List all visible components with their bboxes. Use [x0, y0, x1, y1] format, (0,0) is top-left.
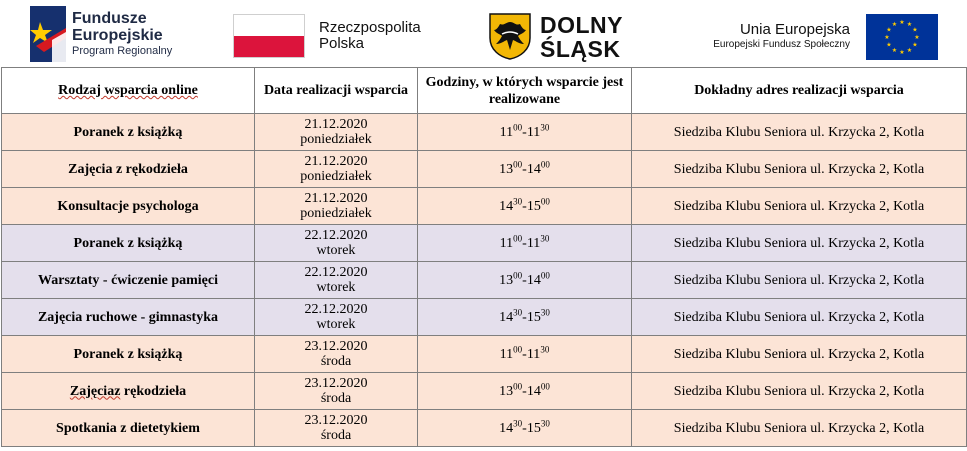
support-schedule-table	[1, 67, 967, 447]
date-value: 23.12.2020	[304, 413, 368, 428]
start-hour: 11	[499, 235, 514, 251]
weekday-value: poniedziałek	[300, 206, 372, 221]
address-cell: Siedziba Klubu Seniora ul. Krzycka 2, Kotla	[632, 114, 967, 151]
fe-line2: Europejskie	[72, 27, 163, 44]
support-type-cell	[2, 188, 255, 225]
svg-text:★: ★	[886, 41, 892, 49]
support-type-label: Poranek z książką	[73, 235, 183, 251]
fe-line1: Fundusze	[72, 10, 147, 27]
unia-europejska-logo	[690, 14, 938, 60]
fundusze-europejskie-mark-icon	[30, 6, 66, 62]
date-value: 23.12.2020	[304, 339, 368, 354]
end-hour: 15	[526, 420, 541, 436]
rzeczpospolita-polska-logo	[233, 14, 463, 60]
date-cell	[255, 225, 418, 262]
table-row	[2, 262, 967, 299]
pl-line1: Rzeczpospolita	[319, 19, 421, 36]
end-minutes: 00	[540, 380, 550, 391]
hours-cell: $13^{00}-14^{00}$	[418, 373, 632, 410]
date-cell	[255, 336, 418, 373]
start-hour: 14	[499, 309, 514, 325]
end-hour: 15	[526, 309, 541, 325]
start-hour: 14	[499, 198, 514, 214]
weekday-value: poniedziałek	[300, 132, 372, 147]
weekday-value: środa	[320, 391, 352, 406]
address-cell: Siedziba Klubu Seniora ul. Krzycka 2, Kotla	[632, 151, 967, 188]
dolny-slask-logo	[488, 12, 648, 62]
svg-text:★: ★	[914, 34, 920, 41]
weekday-value: środa	[320, 354, 352, 369]
ds-line2: ŚLĄSK	[540, 36, 621, 62]
end-minutes: 30	[540, 121, 550, 132]
fe-line3: Program Regionalny	[72, 45, 173, 57]
start-minutes: 00	[513, 232, 523, 243]
end-hour: 14	[526, 161, 541, 177]
address-cell: Siedziba Klubu Seniora ul. Krzycka 2, Kotla	[632, 225, 967, 262]
header-support-type: Rodzaj wsparcia online	[2, 68, 255, 114]
date-cell	[255, 151, 418, 188]
eagle-shield-icon	[488, 12, 532, 60]
address-cell: Siedziba Klubu Seniora ul. Krzycka 2, Kotla	[632, 299, 967, 336]
support-type-label: Warsztaty - ćwiczenie pamięci	[38, 272, 218, 288]
table-row	[2, 188, 967, 225]
header-address: Dokładny adres realizacji wsparcia	[632, 68, 967, 114]
date-value: 21.12.2020	[304, 117, 368, 132]
table-header-row	[2, 68, 967, 114]
date-cell	[255, 410, 418, 447]
svg-text:★: ★	[906, 47, 913, 54]
support-type-cell	[2, 410, 255, 447]
start-minutes: 00	[513, 380, 523, 391]
date-cell	[255, 114, 418, 151]
support-type-cell	[2, 262, 255, 299]
hours-cell: $14^{30}-15^{30}$	[418, 299, 632, 336]
support-type-cell	[2, 114, 255, 151]
start-hour: 14	[499, 420, 514, 436]
end-hour: 11	[526, 124, 541, 140]
start-hour: 13	[499, 383, 514, 399]
end-minutes: 00	[540, 269, 550, 280]
hours-cell: $13^{00}-14^{00}$	[418, 262, 632, 299]
support-type-label: Poranek z książką	[73, 346, 183, 362]
svg-text:★: ★	[891, 21, 898, 28]
end-hour: 14	[526, 272, 541, 288]
hours-cell: $13^{00}-14^{00}$	[418, 151, 632, 188]
address-cell: Siedziba Klubu Seniora ul. Krzycka 2, Kotla	[632, 410, 967, 447]
support-type-label: Zajęciaz rękodzieła	[69, 383, 187, 399]
start-minutes: 30	[513, 195, 523, 206]
support-type-label: Poranek z książką	[73, 124, 183, 140]
table-row	[2, 410, 967, 447]
start-hour: 13	[499, 272, 514, 288]
ue-line2: Europejski Fundusz Społeczny	[713, 39, 850, 50]
svg-text:★: ★	[906, 21, 913, 28]
support-type-label: Zajęcia z rękodzieła	[68, 161, 188, 177]
date-value: 21.12.2020	[304, 191, 368, 206]
support-type-cell	[2, 299, 255, 336]
address-cell: Siedziba Klubu Seniora ul. Krzycka 2, Kotla	[632, 188, 967, 225]
support-type-cell	[2, 225, 255, 262]
end-hour: 11	[526, 235, 541, 251]
end-minutes: 30	[540, 417, 550, 428]
polish-flag-icon	[233, 14, 305, 58]
hours-cell: $11^{00}-11^{30}$	[418, 225, 632, 262]
address-cell: Siedziba Klubu Seniora ul. Krzycka 2, Kotla	[632, 336, 967, 373]
end-minutes: 30	[540, 306, 550, 317]
date-value: 21.12.2020	[304, 154, 368, 169]
start-hour: 13	[499, 161, 514, 177]
support-type-label: Konsultacje psychologa	[57, 198, 199, 214]
end-minutes: 30	[540, 343, 550, 354]
end-minutes: 00	[540, 158, 550, 169]
svg-text:★: ★	[886, 26, 892, 34]
table-row	[2, 151, 967, 188]
address-cell: Siedziba Klubu Seniora ul. Krzycka 2, Kotla	[632, 262, 967, 299]
start-hour: 11	[499, 346, 514, 362]
svg-text:★: ★	[891, 47, 898, 54]
end-minutes: 00	[540, 195, 550, 206]
end-hour: 15	[526, 198, 541, 214]
date-cell	[255, 299, 418, 336]
header-date: Data realizacji wsparcia	[255, 68, 418, 114]
svg-text:★: ★	[899, 49, 905, 56]
table-row	[2, 299, 967, 336]
svg-text:★: ★	[884, 34, 890, 41]
ds-line1: DOLNY	[540, 12, 623, 38]
weekday-value: środa	[320, 428, 352, 443]
ue-line1: Unia Europejska	[739, 21, 850, 38]
date-value: 22.12.2020	[304, 302, 368, 317]
date-cell	[255, 262, 418, 299]
hours-cell: $11^{00}-11^{30}$	[418, 114, 632, 151]
start-minutes: 00	[513, 343, 523, 354]
start-minutes: 30	[513, 417, 523, 428]
svg-text:★: ★	[912, 41, 918, 49]
start-minutes: 00	[513, 158, 523, 169]
eu-flag-icon	[866, 14, 938, 60]
table-row	[2, 336, 967, 373]
table-row	[2, 225, 967, 262]
weekday-value: wtorek	[316, 280, 356, 295]
fundusze-europejskie-logo	[30, 6, 200, 62]
support-type-label: Spotkania z dietetykiem	[56, 420, 200, 436]
support-type-label: Zajęcia ruchowe - gimnastyka	[37, 309, 219, 325]
date-cell	[255, 373, 418, 410]
date-value: 22.12.2020	[304, 228, 368, 243]
pl-line2: Polska	[319, 35, 365, 52]
svg-text:★: ★	[899, 19, 905, 26]
table-row	[2, 114, 967, 151]
date-cell	[255, 188, 418, 225]
support-type-cell	[2, 373, 255, 410]
hours-cell: $14^{30}-15^{00}$	[418, 188, 632, 225]
weekday-value: poniedziałek	[300, 169, 372, 184]
address-cell: Siedziba Klubu Seniora ul. Krzycka 2, Kotla	[632, 373, 967, 410]
end-hour: 11	[526, 346, 541, 362]
weekday-value: wtorek	[316, 317, 356, 332]
header-hours: Godziny, w których wsparcie jest realizowane	[418, 68, 632, 114]
start-minutes: 00	[513, 269, 523, 280]
logo-strip	[0, 0, 967, 66]
table-row	[2, 373, 967, 410]
end-minutes: 30	[540, 232, 550, 243]
start-hour: 11	[499, 124, 514, 140]
date-value: 22.12.2020	[304, 265, 368, 280]
svg-text:★: ★	[912, 26, 918, 34]
end-hour: 14	[526, 383, 541, 399]
start-minutes: 30	[513, 306, 523, 317]
hours-cell: $14^{30}-15^{30}$	[418, 410, 632, 447]
support-type-cell	[2, 336, 255, 373]
weekday-value: wtorek	[316, 243, 356, 258]
date-value: 23.12.2020	[304, 376, 368, 391]
support-type-cell	[2, 151, 255, 188]
hours-cell: $11^{00}-11^{30}$	[418, 336, 632, 373]
start-minutes: 00	[513, 121, 523, 132]
